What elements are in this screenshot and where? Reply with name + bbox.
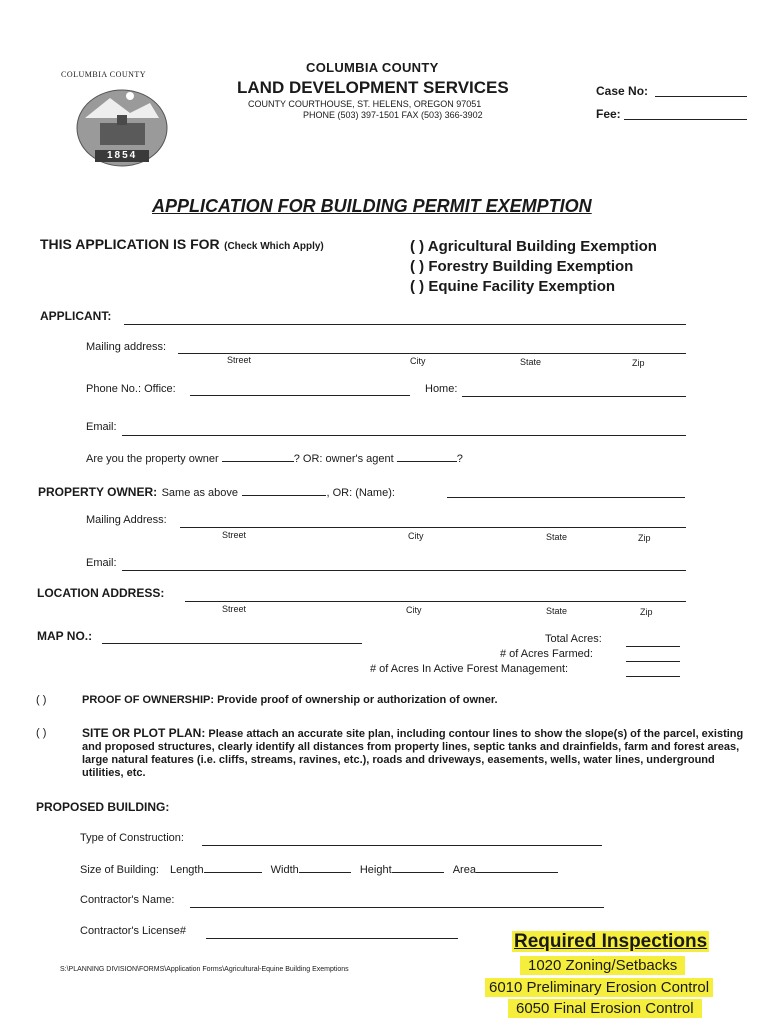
case-no-label: Case No: xyxy=(596,84,649,98)
owner-city-caption: City xyxy=(408,531,424,541)
proof-title: PROOF OF OWNERSHIP: xyxy=(82,694,214,706)
option-forestry[interactable]: ( ) Forestry Building Exemption xyxy=(410,258,634,275)
map-no-label: MAP NO.: xyxy=(37,629,93,643)
owner-answer-field[interactable] xyxy=(222,461,294,462)
area-field[interactable] xyxy=(476,872,558,873)
location-zip-caption: Zip xyxy=(640,607,653,617)
proof-checkbox[interactable]: ( ) xyxy=(36,694,47,706)
size-label: Size of Building: xyxy=(80,864,159,876)
department-name: LAND DEVELOPMENT SERVICES xyxy=(237,78,509,97)
inspection-item-1-text: 1020 Zoning/Setbacks xyxy=(520,956,685,975)
height-label: Height xyxy=(359,864,392,876)
form-title: APPLICATION FOR BUILDING PERMIT EXEMPTION xyxy=(152,196,592,216)
acres-farmed-label: # of Acres Farmed: xyxy=(500,648,593,660)
inspection-item-2-text: 6010 Preliminary Erosion Control xyxy=(485,978,713,997)
owner-name-label: , OR: (Name): xyxy=(326,487,395,499)
site-plan-title: SITE OR PLOT PLAN: xyxy=(82,726,206,740)
phone-office-field[interactable] xyxy=(190,395,410,396)
fee-field[interactable] xyxy=(624,119,747,120)
location-address-field[interactable] xyxy=(185,601,686,602)
fee-label: Fee: xyxy=(596,107,621,121)
width-field[interactable] xyxy=(299,872,351,873)
seal-text: COLUMBIA COUNTY xyxy=(61,70,147,79)
site-plan-text: Please attach an accurate site plan, including contour lines to show the slope(s) of the parcel, existing and proposed structures, clearly identify all distances from property lines, septic tanks and drainfields, farm and forest areas, large natural features (i.e. cliffs, streams, ravines, etc.), roads and driveways, easements, wells, water lines, underground utilities, etc. xyxy=(82,728,744,779)
phone-home-label: Home: xyxy=(425,383,458,395)
property-owner-label: PROPERTY OWNER: xyxy=(38,485,158,499)
size-row xyxy=(80,864,558,876)
construction-type-field[interactable] xyxy=(202,845,602,846)
map-no-field[interactable] xyxy=(102,643,362,644)
length-field[interactable] xyxy=(204,872,262,873)
site-plan-checkbox[interactable]: ( ) xyxy=(36,727,47,739)
total-acres-label: Total Acres: xyxy=(545,633,602,645)
contractor-license-field[interactable] xyxy=(206,938,458,939)
site-plan-paragraph xyxy=(82,727,746,780)
contractor-name-field[interactable] xyxy=(190,907,604,908)
applicant-street-caption: Street xyxy=(227,355,252,365)
applicant-mailing-label: Mailing address: xyxy=(86,341,167,353)
owner-question xyxy=(86,453,463,465)
area-label: Area xyxy=(452,864,476,876)
location-city-caption: City xyxy=(406,605,422,615)
applicant-field[interactable] xyxy=(124,324,686,325)
inspection-item-3 xyxy=(508,1000,702,1018)
owner-street-caption: Street xyxy=(222,530,247,540)
applicant-state-caption: State xyxy=(520,357,542,367)
agent-answer-field[interactable] xyxy=(397,461,457,462)
applicant-zip-caption: Zip xyxy=(632,358,645,368)
applicant-city-caption: City xyxy=(410,356,426,366)
contractor-license-label: Contractor's License# xyxy=(80,925,187,937)
option-agricultural[interactable]: ( ) Agricultural Building Exemption xyxy=(410,238,657,255)
applicant-email-label: Email: xyxy=(86,421,117,433)
inspection-item-2 xyxy=(485,979,713,997)
county-name: COLUMBIA COUNTY xyxy=(306,60,439,75)
construction-type-label: Type of Construction: xyxy=(80,832,184,844)
acres-farmed-field[interactable] xyxy=(626,661,680,662)
seal-year: 1854 xyxy=(107,150,138,161)
owner-state-caption: State xyxy=(546,532,568,542)
option-equine[interactable]: ( ) Equine Facility Exemption xyxy=(410,278,616,295)
applicant-email-field[interactable] xyxy=(122,435,686,436)
location-street-caption: Street xyxy=(222,604,247,614)
owner-question-b: ? OR: owner's agent xyxy=(293,453,394,465)
acres-forest-field[interactable] xyxy=(626,676,680,677)
inspection-item-3-text: 6050 Final Erosion Control xyxy=(508,999,702,1018)
owner-question-c: ? xyxy=(456,453,463,465)
owner-email-label: Email: xyxy=(86,557,117,569)
case-no-field[interactable] xyxy=(655,96,747,97)
county-seal xyxy=(55,68,185,168)
owner-mailing-label: Mailing Address: xyxy=(86,514,167,526)
proof-text: Provide proof of ownership or authorization of owner. xyxy=(217,694,498,706)
application-for-text: THIS APPLICATION IS FOR xyxy=(40,236,220,252)
inspection-item-1 xyxy=(520,957,685,975)
phone-office-label: Phone No.: Office: xyxy=(86,383,176,395)
owner-mailing-field[interactable] xyxy=(180,527,686,528)
proposed-building-label: PROPOSED BUILDING: xyxy=(36,800,170,814)
owner-zip-caption: Zip xyxy=(638,533,651,543)
phone-home-field[interactable] xyxy=(462,396,686,397)
inspections-title xyxy=(512,931,709,953)
inspections-title-text: Required Inspections xyxy=(514,931,708,952)
applicant-mailing-field[interactable] xyxy=(178,353,686,354)
total-acres-field[interactable] xyxy=(626,646,680,647)
location-state-caption: State xyxy=(546,606,568,616)
location-address-label: LOCATION ADDRESS: xyxy=(37,586,165,600)
courthouse-address: COUNTY COURTHOUSE, ST. HELENS, OREGON 97051 xyxy=(248,99,482,109)
owner-question-a: Are you the property owner xyxy=(86,453,219,465)
proof-row xyxy=(82,694,498,706)
property-owner-row xyxy=(38,483,395,501)
same-as-above-field[interactable] xyxy=(242,495,326,496)
owner-email-field[interactable] xyxy=(122,570,686,571)
application-for-label xyxy=(40,236,324,254)
acres-forest-label: # of Acres In Active Forest Management: xyxy=(370,663,569,675)
owner-name-field[interactable] xyxy=(447,497,685,498)
phone-fax: PHONE (503) 397-1501 FAX (503) 366-3902 xyxy=(303,110,483,120)
application-for-hint: (Check Which Apply) xyxy=(224,241,324,252)
length-label: Length xyxy=(169,864,204,876)
same-as-above-label: Same as above xyxy=(161,487,239,499)
footer-path: S:\PLANNING DIVISION\FORMS\Application Forms\Agricultural-Equine Building Exemptions xyxy=(60,966,349,973)
height-field[interactable] xyxy=(392,872,444,873)
contractor-name-label: Contractor's Name: xyxy=(80,894,175,906)
width-label: Width xyxy=(270,864,299,876)
applicant-label: APPLICANT: xyxy=(40,309,112,323)
